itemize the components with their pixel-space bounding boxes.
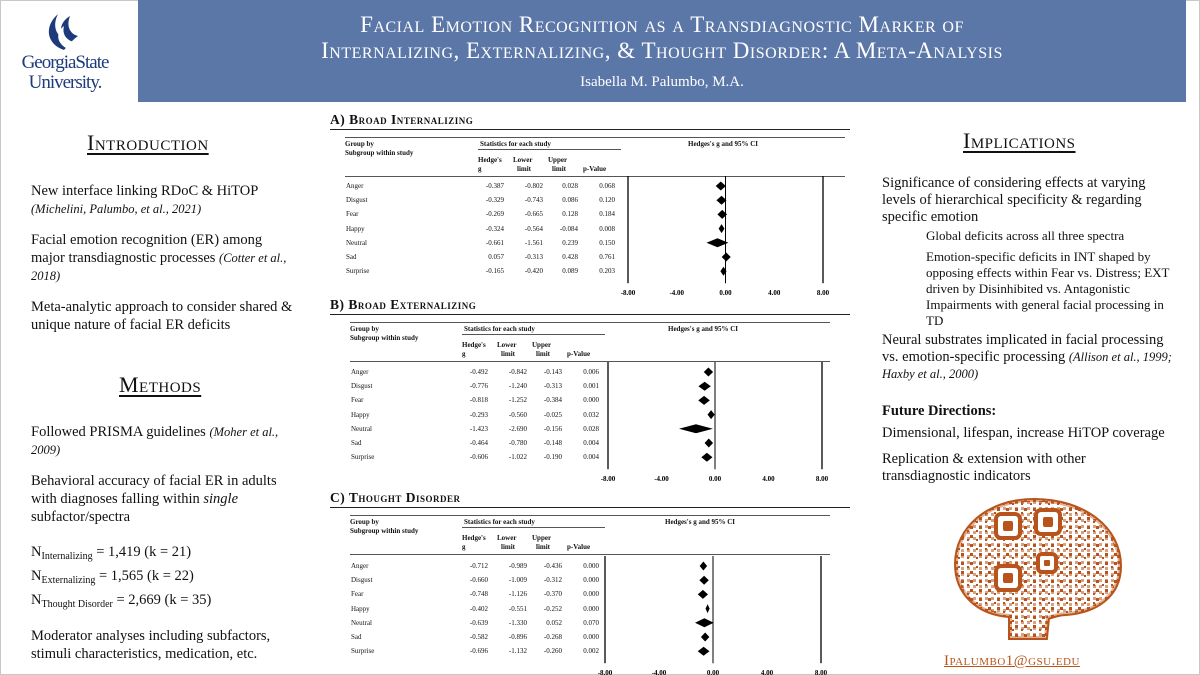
row-upper: -0.260 [543, 647, 562, 656]
row-p: 0.000 [583, 633, 599, 641]
x-tick-label: 0.00 [719, 289, 732, 298]
title-line1: Facial Emotion Recognition as a Transdiagnostic Marker of [360, 12, 964, 37]
row-label: Fear [351, 590, 364, 599]
row-p: 0.004 [583, 439, 599, 447]
panel-rule [330, 507, 850, 508]
header-upper-limit: limit [536, 543, 550, 551]
header-plot-title: Hedges's g and 95% CI [665, 518, 736, 526]
row-label: Sad [351, 633, 362, 641]
panel-title: B) Broad Externalizing [330, 297, 477, 312]
row-label: Disgust [346, 196, 368, 205]
x-tick-label: 8.00 [816, 289, 830, 298]
methods-point-3: Moderator analyses including subfactors, stimuli characteristics, medication, etc. [31, 628, 271, 662]
header-lower-limit: limit [501, 543, 515, 551]
row-upper: 0.086 [562, 196, 578, 205]
header-stats: Statistics for each study [480, 140, 551, 148]
row-label: Happy [346, 224, 365, 233]
methods-point-2a: Behavioral accuracy of facial ER in adults with diagnoses falling within [31, 473, 277, 507]
implication-bullet-1: Global deficits across all three spectra [926, 228, 1125, 243]
intro-point-2 [31, 231, 296, 285]
row-upper: 0.052 [546, 618, 562, 627]
brain-qr-code[interactable] [948, 488, 1128, 648]
header-lower: Lower [497, 341, 517, 349]
row-lower: -2.690 [508, 424, 527, 433]
header-stats: Statistics for each study [464, 325, 535, 333]
header-stats-rule [478, 149, 621, 150]
row-label: Sad [351, 439, 362, 447]
x-tick-label: 0.00 [706, 669, 720, 675]
row-g: -0.582 [469, 633, 488, 641]
author: Isabella M. Palumbo, M.A. [580, 74, 744, 90]
x-tick-label: -4.00 [669, 289, 685, 298]
logo-line2: University. [28, 72, 102, 93]
row-upper: -0.268 [543, 633, 562, 641]
implication-2 [882, 332, 1172, 383]
row-upper: -0.384 [543, 396, 562, 405]
x-tick-label: -4.00 [651, 669, 667, 675]
panel-title: C) Thought Disorder [330, 490, 461, 505]
n-symbol: N [31, 568, 42, 584]
panel-rule [330, 129, 850, 130]
x-tick-label: 0.00 [708, 475, 722, 484]
row-p: 0.150 [599, 238, 615, 247]
row-g: -0.402 [469, 604, 488, 613]
table-top-rule [350, 515, 830, 516]
row-lower: -0.780 [508, 439, 527, 447]
row-g: -0.748 [469, 590, 488, 599]
header-upper-limit: limit [552, 165, 566, 173]
row-p: 0.000 [583, 562, 599, 570]
row-p: 0.028 [583, 424, 599, 433]
methods-heading: Methods [119, 372, 202, 397]
logo-line1: GeorgiaState [21, 52, 109, 73]
row-lower: -1.561 [524, 238, 543, 247]
row-lower: -1.240 [508, 382, 527, 391]
table-top-rule [345, 137, 845, 138]
header-bottom-rule [350, 361, 830, 362]
row-label: Anger [346, 182, 364, 190]
row-lower: -1.252 [508, 396, 527, 405]
row-g: -0.165 [485, 267, 504, 276]
header-group-by: Group by [350, 325, 379, 333]
header-stats-rule [462, 334, 605, 335]
title-line2: Internalizing, Externalizing, & Thought Disorder: A Meta-Analysis [321, 38, 1003, 63]
row-g: 0.057 [488, 253, 504, 261]
row-p: 0.761 [599, 253, 615, 261]
row-p: 0.184 [599, 210, 615, 219]
row-label: Disgust [351, 382, 373, 391]
header-bottom-rule [345, 176, 845, 177]
header-lower-limit: limit [517, 165, 531, 173]
row-g: -0.776 [469, 382, 488, 391]
header-stats: Statistics for each study [464, 518, 535, 526]
row-upper: -0.312 [543, 576, 562, 585]
row-p: 0.008 [599, 224, 615, 233]
row-upper: -0.313 [543, 382, 562, 391]
header-g: g [462, 543, 466, 551]
row-lower: -0.896 [508, 633, 527, 641]
row-g: -0.606 [469, 453, 488, 462]
header-subgroup: Subgroup within study [350, 334, 419, 342]
row-lower: -0.665 [524, 210, 543, 219]
row-label: Fear [351, 396, 364, 405]
row-lower: -0.420 [524, 267, 543, 276]
n-externalizing [31, 567, 194, 590]
row-lower: -0.551 [508, 604, 527, 613]
header-pvalue: p-Value [567, 350, 591, 358]
x-tick-label: -4.00 [654, 475, 669, 484]
row-upper: -0.025 [543, 410, 562, 419]
row-lower: -1.132 [508, 647, 527, 656]
header-plot-title: Hedges's g and 95% CI [688, 140, 759, 148]
row-g: -0.639 [469, 618, 488, 627]
n-internalizing-label: Internalizing [41, 551, 93, 562]
row-label: Anger [351, 368, 369, 376]
row-lower: -0.842 [508, 368, 527, 376]
header-bottom-rule [350, 554, 830, 555]
x-tick-label: 8.00 [815, 475, 829, 484]
flame-logo-icon [36, 10, 94, 52]
header-upper: Upper [532, 341, 552, 349]
row-label: Happy [351, 410, 370, 419]
row-label: Neutral [346, 238, 367, 247]
row-p: 0.000 [583, 604, 599, 613]
row-g: -0.324 [485, 224, 504, 233]
row-g: -1.423 [469, 424, 488, 433]
row-lower: -0.564 [524, 224, 543, 233]
row-upper: 0.089 [562, 267, 578, 276]
row-upper: -0.084 [559, 224, 578, 233]
row-g: -0.660 [469, 576, 488, 585]
row-label: Neutral [351, 618, 372, 627]
methods-point-1-text: Followed PRISMA guidelines [31, 424, 206, 440]
row-p: 0.004 [583, 453, 599, 462]
row-upper: -0.148 [543, 439, 562, 447]
row-g: -0.712 [469, 562, 488, 570]
intro-point-2-text: Facial emotion recognition (ER) among major transdiagnostic processes [31, 232, 263, 266]
header-hedges: Hedge's [478, 156, 502, 164]
header-stats-rule [462, 527, 605, 528]
email-link[interactable]: Ipalumbo1@gsu.edu [944, 653, 1080, 669]
header-upper: Upper [532, 534, 552, 542]
header-g: g [478, 165, 482, 173]
row-p: 0.000 [583, 576, 599, 585]
row-lower: -0.313 [524, 253, 543, 261]
row-upper: -0.436 [543, 562, 562, 570]
future-direction-1: Dimensional, lifespan, increase HiTOP coverage [882, 425, 1165, 441]
row-lower: -0.802 [524, 182, 543, 190]
n-externalizing-value: = 1,565 (k = 22) [98, 568, 194, 584]
row-g: -0.269 [485, 210, 504, 219]
row-g: -0.464 [469, 439, 488, 447]
row-lower: -0.989 [508, 562, 527, 570]
header-hedges: Hedge's [462, 341, 486, 349]
row-label: Neutral [351, 424, 372, 433]
header-upper: Upper [548, 156, 568, 164]
row-upper: -0.252 [543, 604, 562, 613]
row-upper: 0.239 [562, 238, 578, 247]
row-lower: -0.743 [524, 196, 543, 205]
methods-point-2c: subfactor/spectra [31, 509, 131, 525]
row-upper: -0.143 [543, 368, 562, 376]
row-g: -0.329 [485, 196, 504, 205]
implication-2-text: Neural substrates implicated in facial processing vs. emotion-specific processing [882, 332, 1164, 365]
future-directions-heading: Future Directions: [882, 403, 997, 419]
implication-bullet-2: Emotion-specific deficits in INT shaped by opposing effects within Fear vs. Distress; EXT driven by Disinhibited vs. Antagonistic [926, 249, 1170, 296]
row-p: 0.032 [583, 410, 599, 419]
table-top-rule [350, 322, 830, 323]
row-label: Surprise [346, 267, 370, 276]
future-direction-2: Replication & extension with other transdiagnostic indicators [882, 451, 1086, 484]
x-tick-label: -8.00 [600, 475, 616, 484]
header-lower: Lower [513, 156, 533, 164]
x-tick-label: 4.00 [768, 289, 781, 298]
intro-point-1 [31, 182, 301, 218]
header-hedges: Hedge's [462, 534, 486, 542]
row-upper: -0.190 [543, 453, 562, 462]
row-p: 0.203 [599, 267, 615, 276]
row-g: -0.492 [469, 368, 488, 376]
row-lower: -1.330 [508, 618, 527, 627]
row-upper: 0.028 [562, 182, 578, 190]
intro-point-1-text: New interface linking RDoC & HiTOP [31, 183, 259, 199]
panel-title: A) Broad Internalizing [330, 112, 474, 127]
implications-heading: Implications [963, 128, 1076, 153]
row-label: Fear [346, 210, 359, 219]
row-upper: -0.370 [543, 590, 562, 599]
introduction-heading: Introduction [87, 130, 209, 155]
n-thought-disorder-label: Thought Disorder [41, 599, 113, 610]
row-g: -0.818 [469, 396, 488, 405]
gsu-logo [10, 8, 120, 98]
header-plot-title: Hedges's g and 95% CI [668, 325, 739, 333]
row-label: Disgust [351, 576, 373, 585]
row-g: -0.293 [469, 410, 488, 419]
row-label: Sad [346, 253, 357, 261]
row-lower: -0.560 [508, 410, 527, 419]
row-lower: -1.126 [508, 590, 527, 599]
header-lower: Lower [497, 534, 517, 542]
row-label: Surprise [351, 647, 375, 656]
row-upper: 0.428 [562, 253, 578, 261]
methods-point-1 [31, 423, 296, 459]
header-upper-limit: limit [536, 350, 550, 358]
row-label: Happy [351, 604, 370, 613]
header-g: g [462, 350, 466, 358]
row-p: 0.000 [583, 396, 599, 405]
row-lower: -1.022 [508, 453, 527, 462]
intro-point-2-cite: (Cotter et al., 2018) [31, 251, 287, 283]
row-g: -0.661 [485, 238, 504, 247]
x-tick-label: -8.00 [620, 289, 636, 298]
row-p: 0.070 [583, 618, 599, 627]
implication-1: Significance of considering effects at varying levels of hierarchical specificity & regarding specific emotion [882, 175, 1146, 225]
header-group-by: Group by [350, 518, 379, 526]
methods-point-2b: single [203, 491, 239, 507]
row-p: 0.006 [583, 368, 599, 376]
header-group-by: Group by [345, 140, 374, 148]
panel-rule [330, 314, 850, 315]
x-tick-label: 4.00 [762, 475, 775, 484]
intro-point-3: Meta-analytic approach to consider shared & unique nature of facial ER deficits [31, 299, 293, 333]
implication-bullet-3: Impairments with general facial processing in TD [926, 297, 1164, 328]
methods-point-2 [31, 472, 296, 526]
header-subgroup: Subgroup within study [350, 527, 419, 535]
implication-2-cite: (Allison et al., 1999; Haxby et al., 2000) [882, 350, 1172, 381]
row-g: -0.387 [485, 182, 504, 190]
n-thought-disorder [31, 591, 211, 614]
n-externalizing-label: Externalizing [41, 575, 96, 586]
row-p: 0.068 [599, 182, 615, 190]
header-lower-limit: limit [501, 350, 515, 358]
n-symbol: N [31, 544, 42, 560]
methods-point-1-cite: (Moher et al., 2009) [31, 425, 279, 457]
n-thought-disorder-value: = 2,669 (k = 35) [116, 592, 212, 608]
title-banner [138, 0, 1186, 102]
row-upper: -0.156 [543, 424, 562, 433]
n-internalizing-value: = 1,419 (k = 21) [96, 544, 192, 560]
x-tick-label: -8.00 [597, 669, 613, 675]
n-symbol: N [31, 592, 42, 608]
x-tick-label: 8.00 [814, 669, 828, 675]
row-p: 0.120 [599, 196, 615, 205]
header-subgroup: Subgroup within study [345, 149, 414, 157]
row-label: Surprise [351, 453, 375, 462]
row-p: 0.000 [583, 590, 599, 599]
header-pvalue: p-Value [567, 543, 591, 551]
row-g: -0.696 [469, 647, 488, 656]
header-pvalue: p-Value [583, 165, 607, 173]
row-p: 0.001 [583, 382, 599, 391]
n-internalizing [31, 543, 191, 566]
row-label: Anger [351, 562, 369, 570]
row-upper: 0.128 [562, 210, 578, 219]
row-lower: -1.009 [508, 576, 527, 585]
x-tick-label: 4.00 [760, 669, 774, 675]
intro-point-1-cite: (Michelini, Palumbo, et al., 2021) [31, 202, 202, 216]
row-p: 0.002 [583, 647, 599, 656]
